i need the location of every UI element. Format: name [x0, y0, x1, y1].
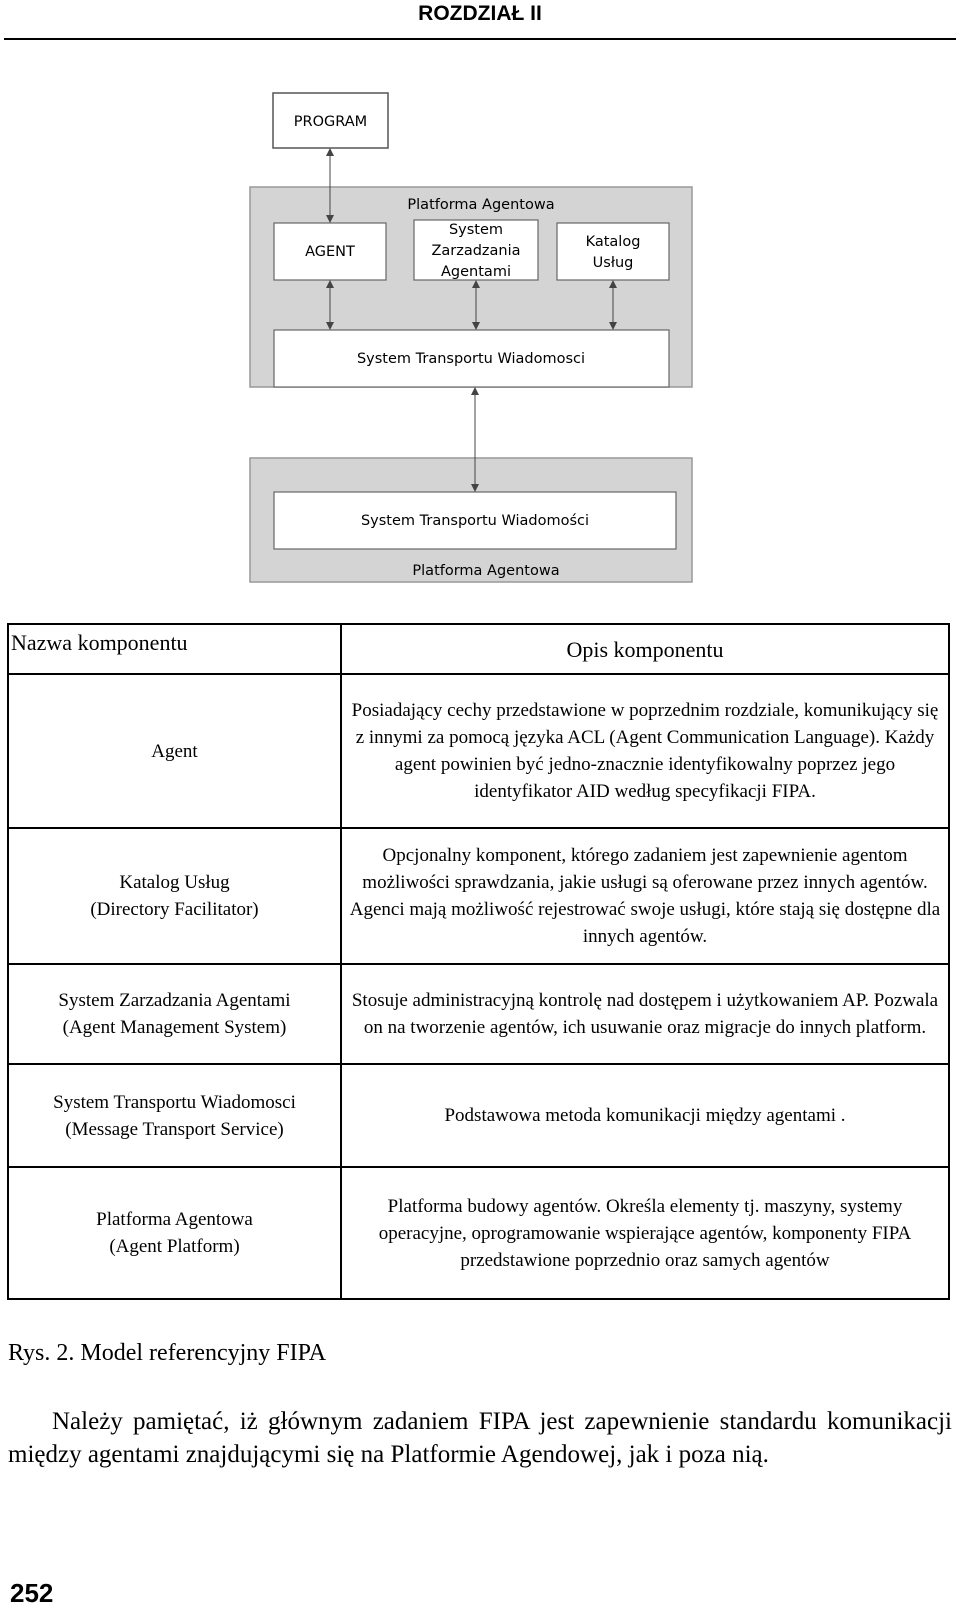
row-name — [8, 828, 341, 964]
table-row — [8, 1167, 949, 1299]
platform-bottom-label: Platforma Agentowa — [412, 563, 560, 579]
row-desc: Stosuje administracyjną kontrolę nad dostępem i użytkowaniem AP. Pozwala on na tworzenie agentów, ich usuwanie oraz migracje do innych platform. — [341, 964, 949, 1064]
df-label-1: Katalog — [585, 234, 641, 250]
name-line: (Directory Facilitator) — [90, 899, 259, 920]
row-name — [8, 674, 341, 828]
row-desc: Podstawowa metoda komunikacji między agentami . — [341, 1064, 949, 1167]
row-name — [8, 964, 341, 1064]
df-box — [557, 223, 669, 280]
ams-label-2: Zarzadzania — [431, 243, 521, 259]
name-line: (Agent Management System) — [62, 1017, 287, 1038]
mts-top-label: System Transportu Wiadomosci — [356, 351, 586, 367]
chapter-title: ROZDZIAŁ II — [418, 2, 542, 25]
table-row — [8, 1064, 949, 1167]
component-table — [7, 623, 950, 1300]
figure-caption: Rys. 2. Model referencyjny FIPA — [8, 1340, 327, 1366]
table-header-row — [8, 624, 949, 674]
table-row — [8, 828, 949, 964]
name-line: (Agent Platform) — [109, 1236, 240, 1257]
header-desc: Opis komponentu — [341, 624, 949, 674]
row-desc: Posiadający cechy przedstawione w poprzednim rozdziale, komunikujący się z innymi za pomocą języka ACL (Agent Communication Language). Każdy agent powinien być jedno-znacznie identyfikowalny poprzez jego identyfikator AID według specyfikacji FIPA. — [341, 674, 949, 828]
mts-bottom-label: System Transportu Wiadomości — [360, 513, 590, 529]
platform-top-label: Platforma Agentowa — [407, 197, 555, 213]
table-row — [8, 964, 949, 1064]
fipa-diagram — [0, 0, 960, 600]
program-label: PROGRAM — [293, 114, 368, 130]
row-name — [8, 1064, 341, 1167]
agent-label: AGENT — [305, 244, 355, 260]
row-name — [8, 1167, 341, 1299]
name-line: Katalog Usług — [119, 872, 230, 893]
ams-label-1: System — [448, 222, 504, 238]
df-label-2: Usług — [592, 255, 634, 271]
page-number: 252 — [10, 1578, 54, 1608]
header-name: Nazwa komponentu — [8, 624, 341, 674]
row-desc: Opcjonalny komponent, którego zadaniem jest zapewnienie agentom możliwości sprawdzania, jakie usługi są oferowane przez innych agentów. Agenci mają możliwość rejestrować swoje usługi, które stają się dostępne dla innych agentów. — [341, 828, 949, 964]
table-row — [8, 674, 949, 828]
row-desc: Platforma budowy agentów. Określa elementy tj. maszyny, systemy operacyjne, oprogramowanie wspierające agentów, komponenty FIPA przedstawione poprzednio oraz samych agentów — [341, 1167, 949, 1299]
name-line: Platforma Agentowa — [96, 1209, 253, 1230]
name-line: System Transportu Wiadomosci — [53, 1091, 296, 1113]
name-line: Agent — [151, 740, 198, 762]
name-line: (Message Transport Service) — [65, 1118, 284, 1140]
name-line: System Zarzadzania Agentami — [58, 990, 291, 1011]
ams-label-3: Agentami — [441, 264, 511, 280]
body-paragraph: Należy pamiętać, iż głównym zadaniem FIPA jest zapewnienie standardu komunikacji między agentami znajdującymi się na Platformie Agendowej, jak i poza nią. — [8, 1408, 952, 1468]
